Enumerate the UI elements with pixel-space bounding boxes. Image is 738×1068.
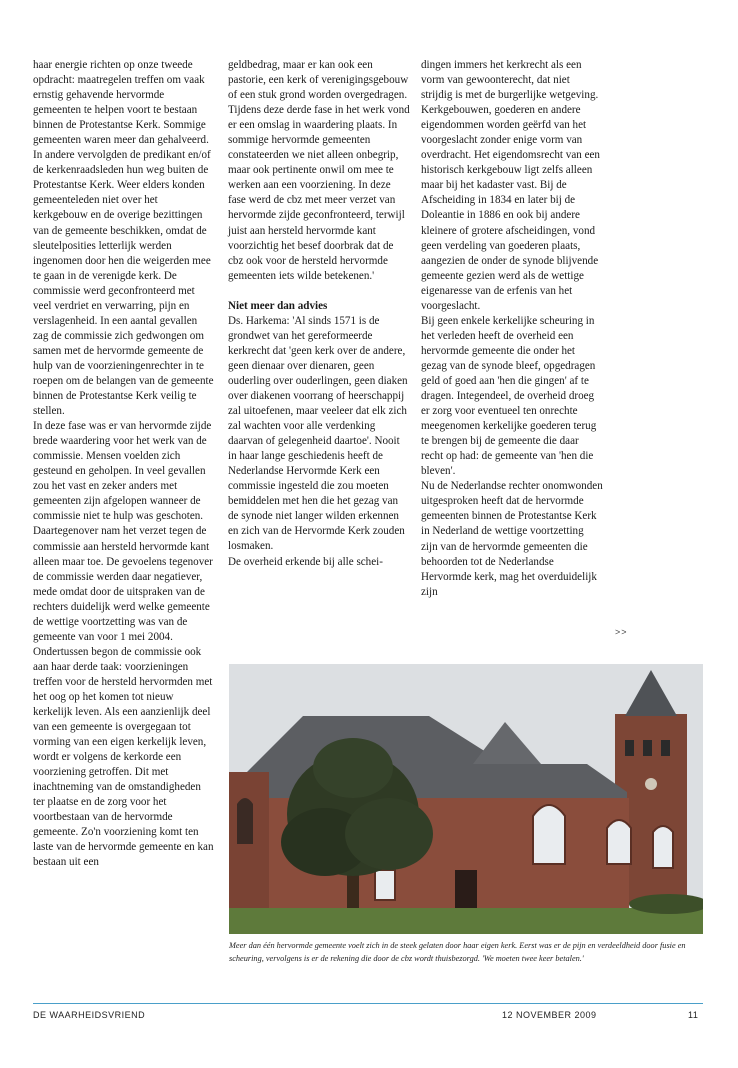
tower-window [643,740,652,756]
paragraph: Nu de Nederlandse rechter onomwonden uitgesproken heeft dat de hervormde gemeenten binnen de Protestantse Kerk in Nederland de wettige voortzetting zijn van de hervormde gemeenten die behoorden tot de Nederlandse Hervormde kerk, mag het overduidelijk zijn [421,480,603,598]
continue-marker: >> [615,627,628,637]
paragraph: dingen immers het kerkrecht als een vorm van gewoonterecht, dat niet strijdig is met de burgerlijke wetgeving. Kerkgebouwen, goederen en andere eigendommen worden geërfd van het voorgeslacht zonder enige vorm van overdracht. Het eigendomsrecht van een historisch kerkgebouw ligt zelfs alleen maar bij het kadaster vast. Bij de Afscheiding in 1834 en later bij de Doleantie in 1886 en ook bij andere kleinere of grotere afscheidingen, vond geen verdeling van goederen plaats, aangezien de onder de synode blijvende gemeente gezien werd als de wettige eigenaresse van de erfenis van het voorgeslacht. [421,59,600,312]
tower-clock [645,778,657,790]
paragraph: Ds. Harkema: 'Al sinds 1571 is de grondwet van het gereformeerde kerkrecht dat 'geen kerk over de andere, geen dienaar over dienaren, geen ouderling over ouderlingen, geen diaken over diakenen voorrang of heerschappij zal uitoefenen, maar veeleer dat elk zich zal wachten voor alle verdenking daarvan of gelegenheid daartoe'. Nooit in haar lange geschiedenis heeft de Nederlandse Hervormde Kerk een commissie ingesteld die zou moeten bemiddelen met hen die het gezag van de synode niet langer wilden erkennen en zich van de Hervormde Kerk zouden losmaken. [228,314,408,553]
footer-date: 12 NOVEMBER 2009 [502,1010,597,1020]
small-window [375,870,395,900]
footer-page-number: 11 [688,1010,699,1020]
article-column-1 [33,58,215,871]
tree-crown [345,798,433,870]
paragraph: De overheid erkende bij alle schei- [228,555,383,568]
church-door [455,870,477,910]
paragraph: Tijdens deze derde fase in het werk vond er een omslag in waardering plaats. In sommige hervormde gemeenten constateerden we niet alleen onbegrip, maar ook pertinente onwil om mee te werken aan een voorziening. In deze fase werd de cbz met meer verzet van hervormde zijde geconfronteerd, terwijl juist aan hersteld hervormde kant voorzichtig het besef doorbrak dat de cbz ook voor de hersteld hervormde gemeenten iets wilde betekenen.' [228,104,410,282]
paragraph: Bij geen enkele kerkelijke scheuring in het verleden heeft de overheid een hervormde gemeente die onder het gezag van de synode bleef, opgedragen geld of goed aan 'hen die gingen' af te dragen. Integendeel, de overheid droeg er zorg voor eventueel ten onrechte meegenomen kerkelijke goederen terug te brengen bij de gemeente die daar recht op had: de gemeente van 'hen die bleven'. [421,314,597,478]
paragraph: Ondertussen begon de commissie ook aan haar derde taak: voorzieningen treffen voor de hersteld hervormden met het oog op het komen tot nieuw kerkelijk leven. Als een aanzienlijk deel van een gemeente is overgegaan tot vorming van een eigen kerkelijk leven, wordt er volgens de kerkorde een voorziening getroffen. Dit met inachtneming van de omstandigheden ter plaatse en de zorg voor het voortbestaan van de hervormde gemeente. Zo'n voorziening komt ten laste van de hervormde gemeente en kan bestaan uit een [33,645,214,869]
gothic-window [533,805,565,864]
church-photo [229,664,703,934]
paragraph: geldbedrag, maar er kan ook een pastorie, een kerk of verenigingsgebouw of een stuk grond worden overgedragen. [228,59,409,102]
paragraph: haar energie richten op onze tweede opdracht: maatregelen treffen om vaak ernstig gehavende hervormde gemeenten te helpen voort te bestaan binnen de Protestantse Kerk. Sommige gemeenten waren meer dan gehalveerd. In andere vervolgden de predikant en/of de kerkenraadsleden hun weg buiten de Protestantse Kerk. Weer elders konden gemeenteleden niet over het kerkgebouw en de overige bezittingen van de gemeente beschikken, omdat de sleutelposities letterlijk werden ingenomen door hen die weigerden mee te gaan in de verenigde kerk. De commissie werd geconfronteerd met veel verdriet en verwarring, pijn en verslagenheid. In een aantal gevallen zag de commissie zich gedwongen om samen met de hervormde gemeente de hulp van de voorzieningenrechter in te roepen om de belangen van de gemeente binnen de Protestantse Kerk veilig te stellen. [33,59,214,418]
gothic-window [237,798,253,844]
tree-crown [313,738,393,798]
church-illustration [229,664,703,934]
footer-magazine-name: DE WAARHEIDSVRIEND [33,1010,146,1020]
article-column-3 [421,58,603,600]
tower-window [625,740,634,756]
tower-window [661,740,670,756]
section-subheading: Niet meer dan advies [228,299,328,312]
gothic-window [607,820,631,864]
article-column-2 [228,58,410,570]
footer-rule [33,1003,703,1004]
gothic-window [653,826,673,868]
paragraph: In deze fase was er van hervormde zijde brede waardering voor het werk van de commissie. Mensen voelden zich gesteund en geholpen. In veel gevallen zou het vast en zeker anders met gemeenten zijn afgelopen wanneer de commissie niet te hulp was geschoten. Daartegenover nam het verzet tegen de commissie aan hersteld hervormde kant alleen maar toe. De gevoelens tegenover de commissie werden daar negatiever, mede omdat door de uitspraken van de rechters duidelijk werd welke gemeente de wettige voortzetting was van de gemeente van voor 1 mei 2004. [33,420,213,643]
photo-caption: Meer dan één hervormde gemeente voelt zich in de steek gelaten door haar eigen kerk. Eerst was er de pijn en verdeeldheid door fusie en scheuring, vervolgens is er de rekening die door de cbz wordt thuisbezorgd. 'We moeten twee keer betalen.' [229,941,686,963]
lawn [229,908,703,934]
